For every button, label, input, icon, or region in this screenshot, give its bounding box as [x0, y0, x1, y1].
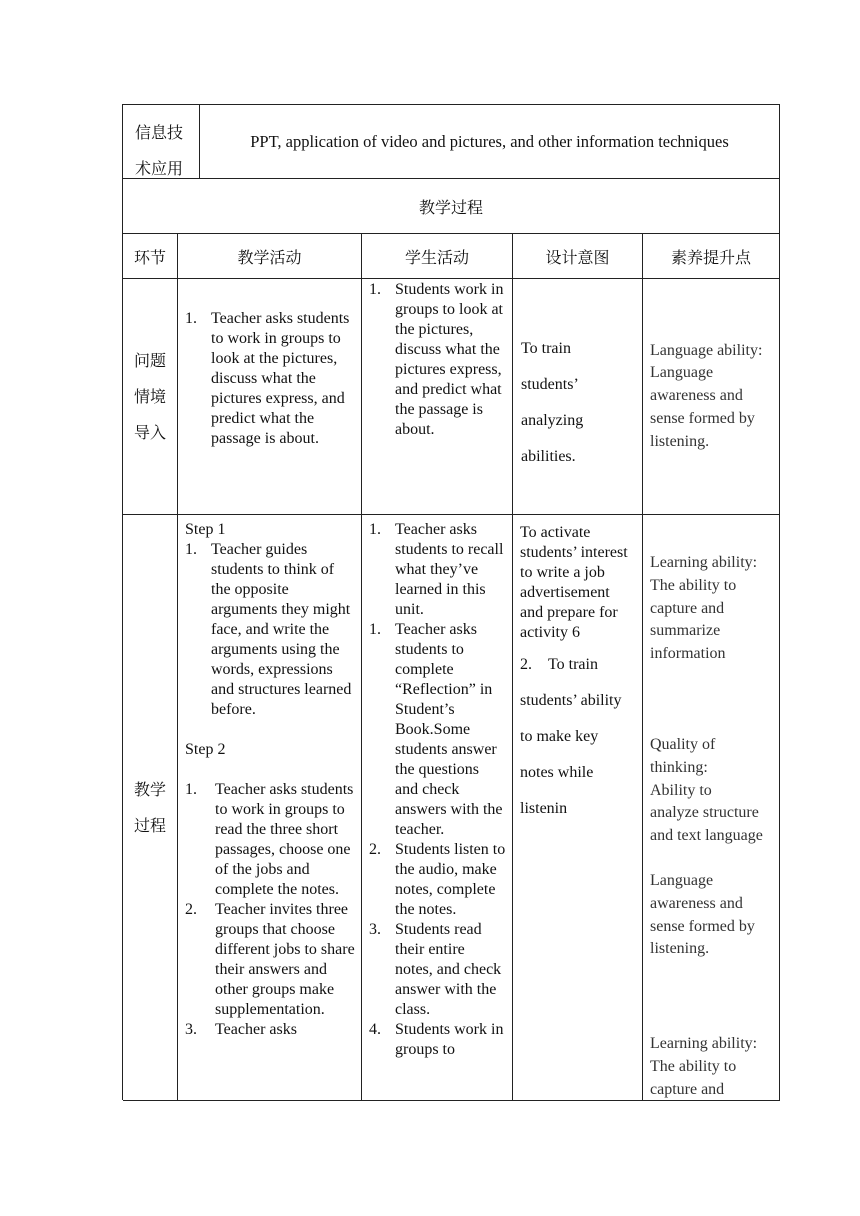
list-item	[185, 900, 357, 1020]
intent-line: 2. To train	[520, 656, 598, 673]
header-design-intent-cell	[513, 234, 643, 279]
list-text: Students read their entire notes, and check answer with the class.	[395, 921, 502, 1018]
intent-line: listenin	[520, 800, 568, 817]
list-item	[185, 1020, 357, 1040]
list-item	[369, 620, 506, 840]
row2-teacher-cell	[178, 515, 362, 1101]
list-number: 3.	[369, 921, 381, 938]
list-item	[369, 840, 506, 920]
list-number: 1.	[369, 621, 381, 638]
list-item	[185, 780, 357, 900]
literacy-line: Language	[650, 364, 714, 382]
intent-line: notes while	[520, 764, 594, 781]
intent-line: analyzing	[521, 412, 584, 429]
literacy-block-learning-2	[650, 1033, 775, 1101]
step1-heading: Step 1	[185, 521, 226, 538]
list-number: 2.	[369, 841, 381, 858]
header-teacher-activity: 教学活动	[237, 247, 302, 267]
intent-line: students’ ability	[520, 692, 622, 709]
row2-student-cell	[362, 515, 513, 1101]
intent-line: abilities.	[521, 448, 576, 465]
tech-label-line2: 术应用	[135, 159, 184, 178]
list-number: 1.	[185, 541, 197, 558]
intent-top: To activate students’ interest to write a job advertisement and prepare for activity 6	[520, 524, 628, 641]
intent-line: To train	[521, 340, 571, 357]
row1-stage-cell	[123, 279, 178, 515]
list-item	[185, 540, 357, 720]
list-item	[369, 1020, 506, 1060]
row2-intent-cell	[513, 515, 643, 1101]
intent-line: to make key	[520, 728, 599, 745]
row1-teacher-cell	[178, 279, 362, 515]
list-text: Students work in groups to look at the pictures, discuss what the pictures express, and predict what the passage is about.	[395, 281, 504, 438]
list-item	[369, 920, 506, 1020]
literacy-line: Quality of	[650, 735, 716, 753]
header-stage-cell	[123, 234, 178, 279]
literacy-line: Learning ability:	[650, 1035, 758, 1053]
literacy-line: capture and	[650, 1080, 725, 1098]
list-number: 1.	[185, 310, 197, 327]
literacy-line: Ability to	[650, 781, 712, 799]
list-number: 1.	[185, 781, 197, 798]
list-item	[369, 520, 506, 620]
list-text: Teacher asks students to work in groups to look at the pictures, discuss what the pictures express, and predict what the passage is about.	[211, 310, 350, 447]
list-text: Teacher asks	[215, 1021, 297, 1038]
row1-stage-line3: 导入	[134, 422, 167, 442]
list-item	[185, 309, 357, 449]
header-literacy-cell	[643, 234, 780, 279]
row2-stage-cell	[123, 515, 178, 1101]
header-student-activity: 学生活动	[404, 247, 469, 267]
row1-stage-line2: 情境	[134, 386, 167, 406]
row1-intent-cell	[513, 279, 643, 515]
list-text: Teacher asks students to work in groups to read the three short passages, choose one of the jobs and complete the notes.	[215, 781, 354, 898]
row1-stage-line1: 问题	[134, 350, 167, 370]
tech-label-line1: 信息技	[135, 123, 184, 142]
literacy-line: Learning ability:	[650, 554, 758, 571]
literacy-line: capture and	[650, 599, 725, 617]
literacy-block-language	[650, 870, 775, 961]
list-text: Teacher asks students to recall what they’ve learned in this unit.	[395, 521, 504, 618]
list-text: Students listen to the audio, make notes, complete the notes.	[395, 841, 506, 918]
literacy-line: awareness and	[650, 894, 743, 912]
header-teacher-activity-cell	[178, 234, 362, 279]
literacy-block-learning	[650, 552, 775, 666]
literacy-block-thinking	[650, 734, 775, 848]
header-stage: 环节	[133, 247, 166, 267]
intent-line: students’	[521, 376, 579, 393]
lesson-plan-table	[122, 104, 780, 1100]
process-title: 教学过程	[418, 197, 483, 217]
row2-literacy-cell	[643, 515, 780, 1101]
tech-content: PPT, application of video and pictures, and other information techniques	[250, 131, 729, 151]
row1-literacy-cell	[643, 279, 780, 515]
header-student-activity-cell	[362, 234, 513, 279]
list-number: 1.	[369, 521, 381, 538]
literacy-line: Language ability:	[650, 341, 763, 359]
list-number: 2.	[185, 901, 197, 918]
row1-student-cell	[362, 279, 513, 515]
literacy-line: and text language	[650, 827, 763, 845]
literacy-line: The ability to	[650, 1057, 737, 1075]
list-number: 1.	[369, 281, 381, 298]
list-number: 3.	[185, 1021, 197, 1038]
literacy-line: awareness and	[650, 387, 743, 405]
header-design-intent: 设计意图	[545, 247, 610, 267]
list-text: Teacher guides students to think of the opposite arguments they might face, and write the arguments using the words, expressions and structures learned before.	[211, 541, 352, 718]
row2-stage-line1: 教学	[134, 779, 167, 799]
literacy-line: summarize	[650, 622, 721, 640]
list-item	[369, 280, 506, 440]
literacy-line: The ability to	[650, 576, 737, 594]
literacy-line: sense formed by	[650, 917, 755, 935]
literacy-line: thinking:	[650, 758, 708, 776]
literacy-line: sense formed by	[650, 409, 755, 427]
list-text: Teacher invites three groups that choose different jobs to share their answers and other groups make supplementation.	[215, 901, 355, 1018]
literacy-line: analyze structure	[650, 804, 759, 822]
literacy-line: Language	[650, 871, 714, 889]
tech-label-cell	[123, 105, 200, 179]
header-literacy: 素养提升点	[670, 247, 751, 267]
literacy-line: listening.	[650, 432, 710, 450]
step2-heading: Step 2	[185, 741, 226, 758]
tech-content-cell	[200, 105, 780, 179]
row2-stage-line2: 过程	[134, 815, 167, 835]
literacy-line: listening.	[650, 940, 710, 958]
list-text: Students work in groups to	[395, 1021, 504, 1058]
process-title-cell	[123, 179, 780, 234]
list-number: 4.	[369, 1021, 381, 1038]
list-text: Teacher asks students to complete “Reflection” in Student’s Book.Some students answer the questions and check answers with the teacher.	[395, 621, 503, 838]
literacy-line: information	[650, 645, 726, 663]
